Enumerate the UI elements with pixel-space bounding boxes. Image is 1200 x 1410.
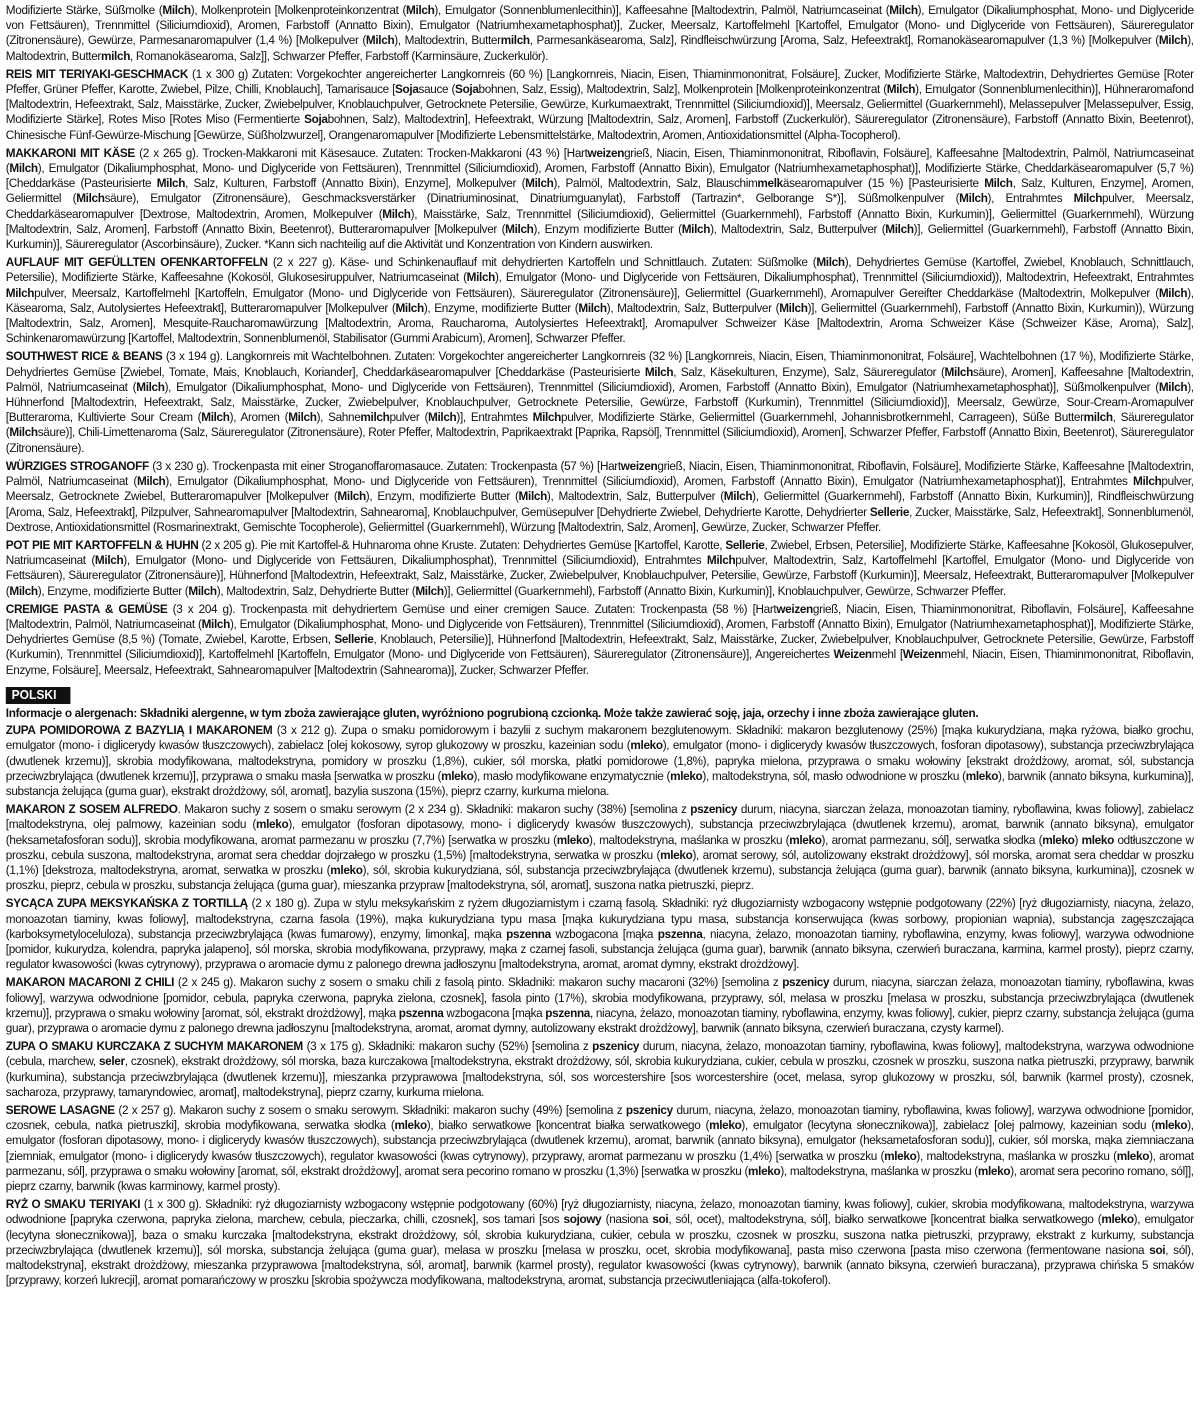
allergen-highlight: pszenna — [657, 926, 703, 941]
allergen-highlight: sojowy — [563, 1212, 602, 1227]
ingredient-text: , czosnek), ekstrakt drożdżowy, sól morska, baza kurczakowa [maltodekstryna, ekstrakt drożdżowy, sól, skrobia kukurydziana, cukier, cebula w proszku, czosnek w proszku, suszona natka pietruszki, przyprawy, barwnik (kurkumina), substancja przeciwzbrylająca (dwutlenek krzemu)], mieszanka przyprawowa [maltodekstryna, sól, sos worcestershire [sos worcestershire (ocet, melasa, syrop glukozowy w proszku, sól, barwnik (karmel prosty), czosnek, sacharoza, przyprawy, tamaryndowiec, aromat], maltodekstryna], pieprz czarny, kurkuma mielona. — [5, 1054, 1194, 1099]
ingredient-text: (3 x 175 g). Składniki: makaron suchy (52%) [semolina z — [302, 1039, 593, 1054]
allergen-highlight: pszenicy — [625, 1103, 673, 1118]
ingredient-text: ), Enzyme, modifizierte Butter ( — [37, 583, 189, 598]
product-entry — [6, 255, 1194, 346]
ingredient-text: ), aromat serowy, sól, autolizowany ekstrakt drożdżowy], sól morska, aromat sera cheddar w proszku (1,1%) [dekstroza, maltodekstryna, aromat, serwatka w proszku ( — [5, 847, 1194, 877]
allergen-highlight: milch — [1083, 410, 1113, 425]
ingredient-text: pulver, Meersalz, Kartoffelmehl [Kartoffeln, Emulgator (Mono- und Diglyceride von Fettsäuren), Säureregulator (Zitronensäure)], Geliermittel (Guarkernmehl), Aromapulver Gereifter Cheddarkäse (Maltodextrin, Molkepulver ( — [34, 285, 1159, 300]
ingredient-text: äsearomapulver (15 %) [Pasteurisierte — [782, 176, 985, 191]
language-badge-polski: POLSKI — [6, 687, 70, 704]
ingredient-text: ), emulgator (fosforan dipotasowy, mono- i diglicerydy kwasów tłuszczowych), substancja przeciwzbrylająca (dwutlenek krzemu), aromat, barwnik (annato biksyna), emulgator (heksametafosforan sodu)], cukier, sól morska, mąka ziemniaczana [ziemniak, emulgator (mono- i diglicerydy kwasów tłuszczowych), regulator kwasowości (kwas cytrynowy), przyprawy, aromat parmezanu w proszku (1,4%) [serwatka w proszku ( — [5, 1118, 1194, 1163]
allergen-highlight: mleko — [556, 832, 590, 847]
allergen-highlight: Milch — [886, 82, 916, 97]
ingredient-text: , sól, ocet), maltodekstryna, sól], białko serwatkowe [koncentrat białka serwatkowego ( — [668, 1212, 1102, 1227]
ingredient-text: , Säureregulator ( — [5, 410, 1194, 440]
product-title: AUFLAUF MIT GEFÜLLTEN OFENKARTOFFELN — [5, 255, 268, 270]
ingredient-text: ), maltodekstryna, maślanka w proszku ( — [780, 1163, 978, 1178]
ingredient-text: ), Emulgator (Sonnenblumenlecithin)], Hühneraromafond [Maltodextrin, Hefeextrakt, Salz, Maisstärke, Zucker, Zwiebelpulver, Knoblauchpulver, Getrocknete Petersilie, Gewürze, Kurkumaextrakt, Trennmittel (Siliciumdioxid)], Meersalz, Geliermittel (Guarkernmehl), Melassepulver [Melassepulver, Essig, Modifizierte Stärke], Rotes Miso [Rotes Miso (Fermentierte — [5, 82, 1194, 127]
allergen-highlight: Milch — [201, 410, 230, 425]
ingredient-text: (2 x 205 g). Pie mit Kartoffel-& Huhnaroma ohne Kruste. Zutaten: Dehydriertes Gemüse [Kartoffel, Karotte, — [198, 537, 726, 552]
allergen-highlight: Milch — [525, 176, 554, 191]
ingredient-text: ), sól, skrobia kukurydziana, sól, substancja przeciwzbrylająca (dwutlenek krzemu), substancja żelująca (guma guar), barwnik (annato biksyna, kurkumina)], czosnek w proszku, pieprz, cebula w proszku, substancja żelująca (guma guar), mieszanka przypraw [maltodekstryna, sól, aromat], suszona natka pietruszki, pieprz. — [5, 862, 1194, 893]
ingredient-text: ), białko serwatkowe [koncentrat białka serwatkowego ( — [426, 1118, 710, 1133]
product-title: SOUTHWEST RICE & BEANS — [5, 349, 163, 364]
allergen-highlight: Sellerie — [725, 537, 765, 552]
allergen-highlight: Milch — [337, 489, 366, 504]
allergen-highlight: Milch — [395, 300, 424, 315]
ingredient-text: ), Enzym modifizierte Butter ( — [533, 221, 682, 236]
allergen-highlight: Milch — [518, 489, 547, 504]
ingredient-text: , Salz, Kulturen, Farbstoff (Annatto Bixin), Enzyme], Molkepulver ( — [185, 176, 526, 191]
allergen-highlight: Milch — [156, 176, 186, 191]
ingredient-text: ), Emulgator (Dikaliumphosphat, Mono- und Diglyceride von Fettsäuren), Trennmittel (Siliciumdioxid), Aromen, Farbstoff (Annatto Bixin), Emulgator (Natriumhexametaphosphat)], Zucker, Meersalz, Kartoffelmehl [Kartoffel, Emulgator (Mono- und Diglyceride von Fettsäuren), Säureregulator (Zitronensäure), Gewürze, Parmesanaromapulver (1,4 %) [Molkepulver ( — [5, 3, 1194, 48]
allergen-highlight: Milch — [466, 270, 496, 285]
allergen-highlight: mleko — [789, 832, 822, 847]
allergen-highlight: Milch — [681, 221, 711, 236]
ingredient-text: ), emulgator (mono- i diglicerydy kwasów tłuszczowych, fosforan dipotasowy), substancja przeciwzbrylająca (dwutlenek krzemu)], skrobia modyfikowana, maltodekstryna, pomidory w proszku (1,8%), cukier, sól morska, płatki pomidorowe (1,8%), papryka mielona, przyprawa o smaku wołowiny [ekstrakt drożdżowy, aromat, sól, substancja przeciwzbrylająca (dwutlenek krzemu)], przyprawa o smaku masła [serwatka w proszku ( — [5, 738, 1194, 783]
ingredient-text: (1 x 300 g). Składniki: ryż długoziarnisty wzbogacony wstępnie podgotowany (60%) [ryż długoziarnisty, niacyna, żelazo, monoazotan tiaminy, kwas foliowy], cukier, skrobia modyfikowana, maltodekstryna, warzywa odwodnione [papryka czerwona, papryka zielona, marchew, cebula, pieczarka, chilli, czosnek], sos tamari [sos — [5, 1197, 1194, 1227]
ingredient-text: , sól), maltodekstryna], ekstrakt drożdżowy, mieszanka przyprawowa [maltodekstryna, sól, aromat], barwnik (karmel prosty), regulator kwasowości (kwas cytrynowy), barwnik (annato biksyna, czerwień buraczana), przyprawa chińska 5 smaków [przyprawy, korzeń lukrecji], aromat pomarańczowy w proszku [skrobia spożywcza modyfikowana, maltodekstryna, aromat, substancja przeciwutleniająca (alfa-tokoferol). — [5, 1242, 1194, 1288]
product-entry — [6, 67, 1194, 143]
ingredient-text: ), Emulgator (Dikaliumphosphat, Mono- und Diglyceride von Fettsäuren), Trennmittel (Siliciumdioxid), Aromen, Farbstoff (Annatto Bixin), Emulgator (Natriumhexametaphosphat)], Süßmolkenpulver ( — [164, 379, 1159, 394]
allergen-highlight: Milch — [365, 33, 395, 48]
ingredient-text: odtłuszczone w proszku, cebula suszona, maltodekstryna, aromat sera cheddar dojrzałego w proszku (1,5%) [maltodekstryna, serwatka w proszku ( — [5, 832, 1194, 862]
allergen-highlight: mleko — [1081, 832, 1114, 847]
allergen-highlight: mleko — [660, 847, 693, 862]
product-entry — [6, 538, 1194, 599]
ingredient-text: durum, niacyna, siarczan żelaza, monoazotan tiaminy, ryboflawina, kwas foliowy], warzywa odwodnione [pomidor, cebula, papryka czerwona, papryka zielona, czosnek], fasola pinto (17%), skrobia modyfikowana, przyprawy, sól, melasa w proszku [melasa w proszku, substancja przeciwzbrylająca (dwutlenek krzemu)], przyprawa o smaku wołowiny [aromat, sól, ekstrakt drożdżowy], mąka — [5, 975, 1194, 1020]
allergen-notice: Informacje o alergenach: Składniki alergenne, w tym zboża zawierające gluten, wyróżniono pogrubioną czcionką. Może także zawierać soję, jaja, orzechy i inne zboża zawierające gluten. — [5, 705, 979, 720]
polish-section — [6, 681, 1194, 1289]
ingredient-text: pulver, Maltodextrin, Salz, Kartoffelmehl [Kartoffel, Emulgator (Mono- und Diglyceride von Fettsäuren), Säureregulator (Zitronensäure)], Hühnerfond [Maltodextrin, Hefeextrakt, Salz, Maisstärke, Zucker, Zwiebelpulver, Knoblauchpulver, Petersilie, Gewürze, Farbstoff (Kurkumin)], Meersalz, Hefeextrakt, Butteraromapulver [Molkepulver ( — [5, 553, 1194, 598]
allergen-highlight: Soja — [455, 82, 479, 97]
ingredient-text: ) — [1074, 832, 1082, 847]
allergen-highlight: Milch — [201, 616, 230, 631]
ingredient-text: sauce ( — [418, 82, 456, 97]
allergen-highlight: Milch — [944, 364, 973, 379]
ingredient-text: ), barwnik (annato biksyna, kurkumina)], substancja żelująca (guma guar), ekstrakt drożdżowy, sól, aromat], bazylia suszona (15%), pieprz czarny, kurkuma mielona. — [5, 768, 1194, 798]
allergen-highlight: Milch — [1158, 33, 1188, 48]
product-title: SYCĄCA ZUPA MEKSYKAŃSKA Z TORTILLĄ — [5, 896, 248, 911]
allergen-highlight: soi — [1149, 1242, 1166, 1257]
ingredient-text: durum, niacyna, żelazo, monoazotan tiaminy, ryboflawina, kwas foliowy], warzywa odwodnione [pomidor, czosnek, cebula, natka pietruszki], skrobia modyfikowana, serwatka słodka ( — [5, 1103, 1194, 1133]
allergen-highlight: mleko — [709, 1118, 742, 1133]
ingredient-text: (2 x 227 g). Käse- und Schinkenauflauf mit dehydrierten Kartoffeln und Schnittlauch. Zutaten: Süßmolke ( — [267, 255, 817, 270]
allergen-highlight: Milch — [706, 553, 736, 568]
ingredient-text: (3 x 194 g). Langkornreis mit Wachtelbohnen. Zutaten: Vorgekochter angereicherter Langkornreis (32 %) [Langkornreis, Niacin, Eisen, Thiaminmononitrat, Folsäure], Wachtelbohnen (17 %), Modifizierte Stärke, Dehydriertes Gemüse [Zwiebel, Tomate, Mais, Knoblauch, Koriander], Cheddarkäsearomapulver [Cheddarkäse (Pasteurisierte — [5, 349, 1194, 379]
ingredient-text: ), Sahne — [316, 410, 361, 425]
allergen-highlight: pszenna — [545, 1005, 590, 1020]
ingredient-text: ), Enzym, modifizierte Butter ( — [365, 489, 519, 504]
allergen-highlight: Milch — [415, 583, 444, 598]
product-entry — [6, 975, 1194, 1036]
product-title: MAKARON Z SOSEM ALFREDO — [5, 802, 178, 817]
ingredient-text: grieß, Niacin, Eisen, Thiaminmononitrat, Riboflavin, Folsäure], Kaffeesahne [Maltodextrin, Palmöl, Natriumcaseinat ( — [5, 145, 1194, 176]
ingredient-text: ), aromat parmezanu, sól], przyprawa o smaku wołowiny [aromat, sól, ekstrakt drożdżowy], aromat sera pecorino romano w proszku (1,3%) [serwatka w proszku ( — [5, 1148, 1194, 1178]
ingredient-text: Modifizierte Stärke, Süßmolke ( — [5, 3, 163, 17]
allergen-highlight: milch — [500, 33, 530, 48]
ingredient-text: , Zucker, Maisstärke, Salz, Hefeextrakt], Sonnenblumenöl, Dextrose, Antioxidationsmittel (Rosmarinextrakt, Gemischte Tocopherole), Geliermittel (Guarkernmehl), Würzung [Maltodextrin, Salz, Aromen], Gewürze, Zucker, Schwarzer Pfeffer. — [5, 504, 1194, 534]
ingredient-text: ), emulgator (lecytyna słonecznikowa)], baza o smaku kurczaka [maltodekstryna, ekstrakt drożdżowy, sól, skrobia kukurydziana, cukier, cebula w proszku, czosnek w proszku, suszona natka pietruszki, przyprawy, ekstrakt z kurkumy, substancja przeciwzbrylająca (dwutlenek krzemu)], sól morska, substancja żelująca (guma guar), melasa w proszku [melasa w proszku, ocet, skrobia modyfikowana], pasta miso czerwona [pasta miso czerwona (fermentowane nasiona — [5, 1212, 1194, 1257]
ingredient-text: pulver, Meersalz, Cheddarkäsearomapulver [Dextrose, Maltodextrin, Aromen, Molkepulver ( — [5, 191, 1194, 221]
allergen-highlight: Milch — [288, 410, 317, 425]
ingredient-text: (3 x 230 g). Trockenpasta mit einer Stroganoffaromasauce. Zutaten: Trockenpasta (57 %) [Hart — [148, 458, 621, 473]
allergen-highlight: mleko — [977, 1163, 1011, 1178]
allergen-highlight: Milch — [188, 583, 217, 598]
allergen-highlight: Milch — [9, 161, 38, 176]
allergen-highlight: Weizen — [902, 647, 942, 662]
product-title: POT PIE MIT KARTOFFELN & HUHN — [5, 537, 199, 552]
ingredient-text: grieß, Niacin, Eisen, Thiaminmononitrat, Riboflavin, Folsäure], Modifizierte Stärke, Kaffeesahne [Maltodextrin, Palmöl, Natriumcaseinat ( — [5, 458, 1194, 489]
german-section — [6, 3, 1194, 678]
ingredient-text: ), Emulgator (Mono- und Diglyceride von Fettsäuren, Dikaliumphosphat), Trennmittel (Siliciumdioxid)), Maltodextrin, Hefeextrakt, Entrahmtes — [495, 270, 1194, 285]
product-entry — [6, 896, 1194, 972]
ingredient-text: säure), Emulgator (Zitronensäure), Geschmacksverstärker (Dinatriuminosinat, Dinatriumguanylat), Farbstoff (Tartrazin*, Gelborange S*)], Süßmolkenpulver ( — [104, 191, 960, 206]
allergen-highlight: Milch — [959, 191, 988, 206]
product-entry — [6, 146, 1194, 252]
product-title: MAKKARONI MIT KÄSE — [5, 145, 135, 160]
ingredient-text: ), Maisstärke, Salz, Trennmittel (Siliciumdioxid), Geliermittel (Guarkernmehl), Farbstoff (Annatto Bixin, Kurkumin)], Geliermittel (Guarkernmehl), Würzung [Maltodextrin, Salz, Aromen], Farbstoff (Annatto Bixin, Beetenrot), Butteraromapulver [Molkepulver ( — [5, 206, 1194, 236]
ingredient-text: , Zwiebel, Erbsen, Petersilie], Modifizierte Stärke, Kaffeesahne [Kokosöl, Glukosepulver, Natriumcaseinat ( — [5, 537, 1194, 568]
ingredient-text: (2 x 245 g). Makaron suchy z sosem o smaku chili z fasolą pinto. Składniki: makaron suchy macaroni (32%) [semolina z — [174, 975, 783, 990]
allergen-highlight: Milch — [9, 583, 38, 598]
ingredient-text: ), Maltodextrin, Salz, Butterpulver ( — [546, 489, 724, 504]
ingredient-text: säure), Aromen], Kaffeesahne [Maltodextrin, Palmöl, Natriumcaseinat ( — [5, 364, 1194, 394]
allergen-highlight: mleko — [670, 768, 703, 783]
allergen-highlight: Milch — [885, 221, 914, 236]
ingredient-text: ), Palmöl, Maltodextrin, Salz, Blauschim — [553, 176, 758, 191]
ingredient-text: bohnen, Salz), Maltodextrin], Hefeextrakt, Würzung [Maltodextrin, Salz, Aromen], Farbstoff (Zuckerkulör), Säureregulator (Zitronensäure), Farbstoff (Annatto Bixin, Beetenrot), Chinesische Fünf-Gewürze-Mischung [Gewürze, Süßholzwurzel], Orangenaromapulver [Modifizierte Lebensmittelstärke, Maltodextrin, Aromen, Antioxidationsmittel (Alpha-Tocopherol). — [5, 112, 1194, 142]
ingredient-text: (3 x 212 g). Zupa o smaku pomidorowym i bazylii z suchym makaronem bezglutenowym. Składniki: makaron bezglutenowy (25%) [mąka kukurydziana, mąka ryżowa, białko grochu, emulgator (mono- i diglicerydy kwasów tłuszczowych), zabielacz [olej kokosowy, syrop glukozowy w proszku, kazeinian sodu ( — [5, 723, 1194, 753]
product-entry — [6, 602, 1194, 678]
ingredient-text: ), Emulgator (Dikaliumphosphat, Mono- und Diglyceride von Fettsäuren), Trennmittel (Siliciumdioxid), Aromen, Farbstoff (Annatto Bixin), Emulgator (Natriumhexametaphosphat)], Modifizierte Stärke, Dehydriertes Gemüse (8,5 %) (Tomate, Zwiebel, Karotte, Erbsen, — [5, 616, 1194, 647]
ingredient-text: ), Entrahmtes — [987, 191, 1074, 206]
ingredient-text: durum, niacyna, żelazo, monoazotan tiaminy, ryboflawina, kwas foliowy], maltodekstryna, warzywa odwodnione (cebula, marchew, — [5, 1039, 1194, 1069]
ingredient-text: )], Geliermittel (Guarkernmehl), Farbstoff (Annatto Bixin, Kurkumin)], Knoblauchpulver, Gewürze, Schwarzer Pfeffer. — [443, 583, 1006, 598]
ingredient-text: ), Maltodextrin, Salz, Dehydrierte Butter ( — [216, 583, 416, 598]
allergen-highlight: melk — [757, 176, 783, 191]
ingredient-text: ), Dehydriertes Gemüse (Kartoffel, Zwiebel, Knoblauch, Schnittlauch, Petersilie), Modifizierte Stärke, Kaffeesahne (Kokosöl, Glukosesiruppulver, Natriumcaseinat ( — [5, 255, 1194, 285]
ingredient-text: )], Geliermittel (Guarkernmehl), Farbstoff (Annatto Bixin, Kurkumin)), Würzung [Maltodextrin, Salz, Aromen], Mesquite-Raucharomawürzung [Maltodextrin, Aroma, Raucharoma, Autolysiertes Hefeextrakt], Aromapulver Schweizer Käse [Maltodextrin, Aroma Schweizer Käse (Schweizer Käse, Aroma), Salz], Schinkenaromawürzung [Kartoffel, Maltodextrin, Sonnenblumenöl, Stabilisator (Gummi Arabicum), Aromen], Schwarzer Pfeffer. — [5, 300, 1194, 346]
ingredient-text: ), aromat parmezanu, sól], serwatka słodka ( — [821, 832, 1043, 847]
ingredient-text: ), aromat sera pecorino romano, sól]], pieprz czarny, barwnik (kwas karminowy, karmel prosty). — [5, 1163, 1194, 1194]
allergen-highlight: mleko — [965, 768, 999, 783]
ingredient-text: bohnen, Salz, Essig), Maltodextrin, Salz], Molkenprotein [Molkenproteinkonzentrat ( — [478, 82, 887, 97]
product-title: RYŻ O SMAKU TERIYAKI — [5, 1197, 141, 1212]
ingredient-text: ), Hühnerfond [Maltodextrin, Hefeextrakt, Salz, Maisstärke, Zucker, Zwiebelpulver, Knoblauchpulver, Getrocknete Petersilie, Gewürze, Farbstoff (Kurkumin), Trennmittel (Siliciumdioxid)], Meersalz, Gewürze, Sour-Cream-Aromapulver [Butteraroma, Kultivierte Sour Cream ( — [5, 379, 1194, 425]
ingredient-text: ), Maltodextrin, Salz, Butterpulver ( — [710, 221, 886, 236]
ingredient-text: pulver ( — [389, 410, 429, 425]
allergen-highlight: Milch — [136, 379, 165, 394]
allergen-highlight: milch — [360, 410, 390, 425]
allergen-highlight: mleko — [394, 1118, 427, 1133]
allergen-highlight: mleko — [1154, 1118, 1188, 1133]
ingredient-text: ), masło modyfikowane enzymatycznie ( — [473, 768, 671, 783]
ingredient-text: ), maltodekstryna, maślanka w proszku ( — [589, 832, 790, 847]
allergen-highlight: mleko — [1101, 1212, 1134, 1227]
ingredient-text: (2 x 265 g). Trocken-Makkaroni mit Käsesauce. Zutaten: Trocken-Makkaroni (43 %) [Hart — [134, 145, 588, 160]
ingredient-text: wzbogacona [mąka — [443, 1005, 546, 1020]
ingredient-text: (3 x 204 g). Trockenpasta mit dehydriertem Gemüse und einer cremigen Sauce. Zutaten: Trockenpasta (58 %) [Hart — [167, 601, 777, 616]
product-title: WÜRZIGES STROGANOFF — [5, 458, 149, 473]
ingredient-text: mehl [ — [871, 647, 903, 662]
ingredient-text: , niacyna, żelazo, monoazotan tiaminy, ryboflawina, enzymy, kwas foliowy], warzywa odwodnione [pomidor, kukurydza, kolendra, papryka jalapeno], sól morska, skrobia modyfikowana, przyprawy, mąka z czarnej fasoli, substancja żelująca (guma guar), barwnik (annato biksyna, czerwień buraczana, karmina, karmel prosty), pieprz czarny, regulator kwasowości (kwas cytrynowy), przyprawa o aromacie dymu z palonego drewna jadłoszynu [maltodekstryna, aromat, aromat dymny, ekstrakt drożdżowy]. — [5, 926, 1194, 972]
allergen-highlight: mleko — [1116, 1148, 1150, 1163]
ingredient-text: , niacyna, żelazo, monoazotan tiaminy, ryboflawina, enzymy, kwas foliowy], cukier, pieprz czarny, substancja żelująca (guma guar), przyprawa o aromacie dymu z palonego drewna jadłoszynu [maltodekstryna, aromat, aromat dymny, autolizowany ekstrakt drożdżowy], barwnik (annato biksyna, czerwień buraczana, czysty karmel). — [5, 1005, 1194, 1035]
ingredient-text: ), Maltodextrin, Salz, Butterpulver ( — [606, 300, 780, 315]
product-entry — [6, 1197, 1194, 1288]
ingredient-text: )], Entrahmtes — [456, 410, 533, 425]
ingredient-text: pulver, Meersalz, Getrocknete Zwiebel, Butteraromapulver [Molkepulver ( — [5, 474, 1194, 504]
allergen-highlight: Soja — [395, 82, 419, 97]
ingredient-text: ), Käsearoma, Salz, Autolysiertes Hefeextrakt], Butteraromapulver [Molkepulver ( — [5, 285, 1194, 315]
allergen-highlight: Milch — [816, 255, 845, 270]
ingredient-text: wzbogacona [mąka — [550, 926, 658, 941]
allergen-highlight: Milch — [162, 3, 191, 17]
product-entry — [6, 802, 1194, 893]
allergen-highlight: milch — [101, 48, 131, 63]
ingredient-text: ), Enzyme, modifizierte Butter ( — [423, 300, 579, 315]
ingredient-text: durum, niacyna, siarczan żelaza, monoazotan tiaminy, ryboflawina, kwas foliowy], zabielacz [maltodekstryna, olej palmowy, kazeinian sodu ( — [5, 802, 1194, 832]
ingredient-text: ), Maltodextrin, Butter — [394, 33, 501, 48]
allergen-highlight: Milch — [889, 3, 918, 17]
polish-product-list — [6, 723, 1194, 1288]
allergen-highlight: mleko — [884, 1148, 917, 1163]
allergen-highlight: Milch — [1073, 191, 1103, 206]
ingredient-text: grieß, Niacin, Eisen, Thiaminmononitrat, Riboflavin, Folsäure], Kaffeesahne [Maltodextrin, Palmöl, Natriumcaseinat ( — [5, 601, 1194, 631]
product-entry — [6, 349, 1194, 455]
ingredient-text: ), Molkenprotein [Molkenproteinkonzentrat ( — [190, 3, 407, 17]
ingredient-text: mehl, Niacin, Eisen, Thiaminmononitrat, Riboflavin, Enzyme, Folsäure], Meersalz, Hefeextrakt, Sahnearomapulver [Maltodextrin (Sahnearoma)], Zucker, Schwarzer Pfeffer. — [5, 647, 1194, 677]
allergen-highlight: Milch — [5, 285, 35, 300]
allergen-highlight: weizen — [776, 601, 813, 616]
allergen-highlight: soi — [652, 1212, 669, 1227]
allergen-highlight: Milch — [1133, 474, 1162, 489]
allergen-highlight: pszenicy — [592, 1039, 640, 1054]
allergen-highlight: Milch — [9, 425, 38, 440]
product-entry — [6, 1103, 1194, 1194]
ingredient-text: (2 x 257 g). Makaron suchy z sosem o smaku serowym. Składniki: makaron suchy (49%) [semolina z — [114, 1103, 626, 1118]
allergen-highlight: Milch — [779, 300, 808, 315]
allergen-highlight: mleko — [748, 1163, 781, 1178]
ingredient-text: ), Emulgator (Dikaliumphosphat, Mono- und Diglyceride von Fettsäuren), Trennmittel (Siliciumdioxid), Aromen, Farbstoff (Annatto Bixin), Emulgator (Natriumhexametaphosphat)], Entrahmtes — [165, 474, 1134, 489]
product-entry — [6, 459, 1194, 535]
product-title: MAKARON MACARONI Z CHILI — [5, 975, 175, 990]
allergen-highlight: pszenna — [398, 1005, 444, 1020]
ingredient-text: , Romanokäsearoma, Salz]], Schwarzer Pfeffer, Farbstoff (Karminsäure, Zuckerkulör). — [130, 48, 549, 63]
allergen-highlight: pszenicy — [690, 802, 738, 817]
allergen-highlight: Milch — [137, 474, 166, 489]
german-intro-paragraph — [6, 3, 1194, 64]
allergen-highlight: Milch — [382, 206, 411, 221]
ingredient-text: ), maltodekstryna, sól, masło odwodnione w proszku ( — [702, 768, 966, 783]
product-title: ZUPA POMIDOROWA Z BAZYLIĄ I MAKARONEM — [5, 723, 273, 738]
allergen-highlight: Milch — [723, 489, 753, 504]
allergen-highlight: pszenna — [506, 926, 551, 941]
product-entry — [6, 723, 1194, 799]
allergen-highlight: mleko — [256, 817, 289, 832]
allergen-highlight: Milch — [984, 176, 1013, 191]
allergen-highlight: weizen — [620, 458, 658, 473]
ingredient-text: säure)], Chili-Limettenaroma (Salz, Säureregulator (Zitronensäure), Roter Pfeffer, Maltodextrin, Paprikaextrakt [Paprika, Rapsöl], Trennmittel (Siliciumdioxid), Aromen], Schwarzer Pfeffer, Farbstoff (Annatto Bixin, Beetenrot), Säureregulator (Zitronensäure). — [5, 425, 1194, 455]
ingredient-text: ), Maltodextrin, Butter — [5, 33, 1194, 63]
ingredient-text: pulver, Modifizierte Stärke, Geliermittel (Guarkernmehl, Johannisbrotkernmehl, Carrageen), Süße Butter — [560, 410, 1084, 425]
ingredient-text: ), Emulgator (Dikaliumphosphat, Mono- und Diglyceride von Fettsäuren), Trennmittel (Siliciumdioxid), Aromen, Farbstoff (Annatto Bixin), Emulgator (Natriumhexametaphosphat)], Modifizierte Stärke, Cheddarkäsearomapulver (5,7 %) [Cheddarkäse (Pasteurisierte — [5, 161, 1194, 191]
allergen-highlight: pszenicy — [782, 975, 830, 990]
allergen-highlight: mleko — [1042, 832, 1075, 847]
allergen-highlight: weizen — [587, 145, 625, 160]
ingredient-text: . Makaron suchy z sosem o smaku serowym (2 x 234 g). Składniki: makaron suchy (38%) [semolina z — [177, 802, 691, 817]
allergen-highlight: Milch — [406, 3, 435, 17]
product-title: REIS MIT TERIYAKI-GESCHMACK — [5, 66, 188, 81]
allergen-highlight: Milch — [1158, 379, 1188, 394]
german-product-list — [6, 67, 1194, 678]
product-title: CREMIGE PASTA & GEMÜSE — [5, 601, 168, 616]
ingredient-text: (1 x 300 g) Zutaten: Vorgekochter angereicherter Langkornreis (60 %) [Langkornreis, Niacin, Eisen, Thiaminmononitrat, Folsäure], Zucker, Modifizierte Stärke, Maltodextrin, Dehydriertes Gemüse [Roter Pfeffer, Grüner Pfeffer, Karotte, Zwiebel, Pilze, Chilli, Knoblauch], Tamarisauce [ — [5, 66, 1194, 97]
allergen-highlight: Milch — [94, 553, 124, 568]
ingredient-text: ), emulgator (fosforan dipotasowy, mono- i diglicerydy kwasów tłuszczowych), substancja przeciwzbrylająca (dwutlenek krzemu), aromat, barwnik (annato biksyna), emulgator (heksametafosforan sodu)], skrobia modyfikowana, aromat parmezanu w proszku (7,7%) [serwatka w proszku ( — [5, 817, 1194, 847]
allergen-highlight: Weizen — [833, 647, 872, 662]
ingredient-text: ), Aromen ( — [229, 410, 289, 425]
ingredient-text: , Salz, Kulturen, Enzyme], Aromen, Geliermittel ( — [5, 176, 1194, 206]
ingredient-text: (2 x 180 g). Zupa w stylu meksykańskim z ryżem długoziarnistym i czarną fasolą. Składniki: ryż długoziarnisty wzbogacony wstępnie podgotowany (22%) [ryż długoziarnisty, niacyna, żelazo, monoazotan tiaminy, kwas foliowy], maltodekstryna, czarna fasola (19%), mąka kukurydziana typu masa [mąka kukurydziana typu masa, substancja konserwująca (kwas sorbowy, propionian wapnia), substancja zagęszczająca (karboksymetyloceluloza), substancja przeciwzbrylająca (kwas fumarowy), enzymy, limonka], mąka — [5, 896, 1194, 941]
allergen-highlight: Milch — [428, 410, 457, 425]
allergen-highlight: Milch — [76, 191, 105, 206]
ingredient-text: (nasiona — [601, 1212, 653, 1227]
allergen-highlight: Milch — [505, 221, 534, 236]
allergen-highlight: Milch — [1158, 285, 1188, 300]
allergen-highlight: Milch — [578, 300, 607, 315]
ingredient-text: )], Geliermittel (Guarkernmehl), Farbstoff (Annatto Bixin, Kurkumin)], Säureregulator (Ascorbinsäure), Zucker. *Kann sich nachteilig auf die Aktivität und Konzentration von Kindern auswirken. — [5, 221, 1194, 252]
ingredient-text: , Parmesankäsearoma, Salz], Rindfleischwürzung [Aroma, Salz, Hefeextrakt], Romanokäsearomapulver (1,3 %) [Molkepulver ( — [529, 33, 1159, 48]
allergen-highlight: Milch — [644, 364, 674, 379]
ingredient-text: ), Emulgator (Mono- und Diglyceride von Fettsäuren, Dikaliumphosphat), Trennmittel (Siliciumdioxid), Entrahmtes — [123, 553, 707, 568]
product-title: ZUPA O SMAKU KURCZAKA Z SUCHYM MAKARONEM — [5, 1039, 303, 1054]
ingredient-text: ), emulgator (lecytyna słonecznikowa)], zabielacz [olej palmowy, kazeinian sodu ( — [741, 1118, 1155, 1133]
allergen-highlight: Soja — [304, 112, 328, 127]
ingredient-text: , Salz, Käsekulturen, Enzyme), Salz, Säureregulator ( — [673, 364, 945, 379]
allergen-highlight: Milch — [532, 410, 561, 425]
ingredient-text: ), Emulgator (Sonnenblumenlecithin)], Kaffeesahne [Maltodextrin, Palmöl, Natriumcaseinat ( — [434, 3, 890, 17]
allergen-highlight: Sellerie — [334, 632, 374, 647]
allergen-highlight: mleko — [630, 738, 663, 753]
product-entry — [6, 1039, 1194, 1100]
allergen-highlight: seler — [98, 1054, 125, 1069]
ingredient-text: ), maltodekstryna, maślanka w proszku ( — [916, 1148, 1117, 1163]
allergen-highlight: mleko — [330, 862, 363, 877]
product-title: SEROWE LASAGNE — [5, 1103, 115, 1118]
ingredient-text: , Knoblauch, Petersilie)], Hühnerfond [Maltodextrin, Hefeextrakt, Salz, Maisstärke, Zucker, Zwiebelpulver, Knoblauchpulver, Getrocknete Petersilie, Gewürze, Farbstoff (Kurkumin), Trennmittel (Siliciumdioxid)], Kartoffelmehl [Kartoffeln, Emulgator (Mono- und Diglyceride von Fettsäuren), Säureregulator (Zitronensäure)], Angereichertes — [5, 632, 1194, 662]
allergen-highlight: mleko — [441, 768, 474, 783]
allergen-highlight: Sellerie — [869, 504, 910, 519]
ingredient-text: ), Geliermittel (Guarkernmehl), Farbstoff (Annatto Bixin, Kurkumin)], Rindfleischwürzung [Aroma, Salz, Hefeextrakt], Pilzpulver, Sahnearomapulver [Maltodextrin, Sahnearoma], Knoblauchpulver, Gemüsepulver [Dehydrierte Zwiebel, Dehydrierte Karotte, Dehydrierter — [5, 489, 1194, 519]
